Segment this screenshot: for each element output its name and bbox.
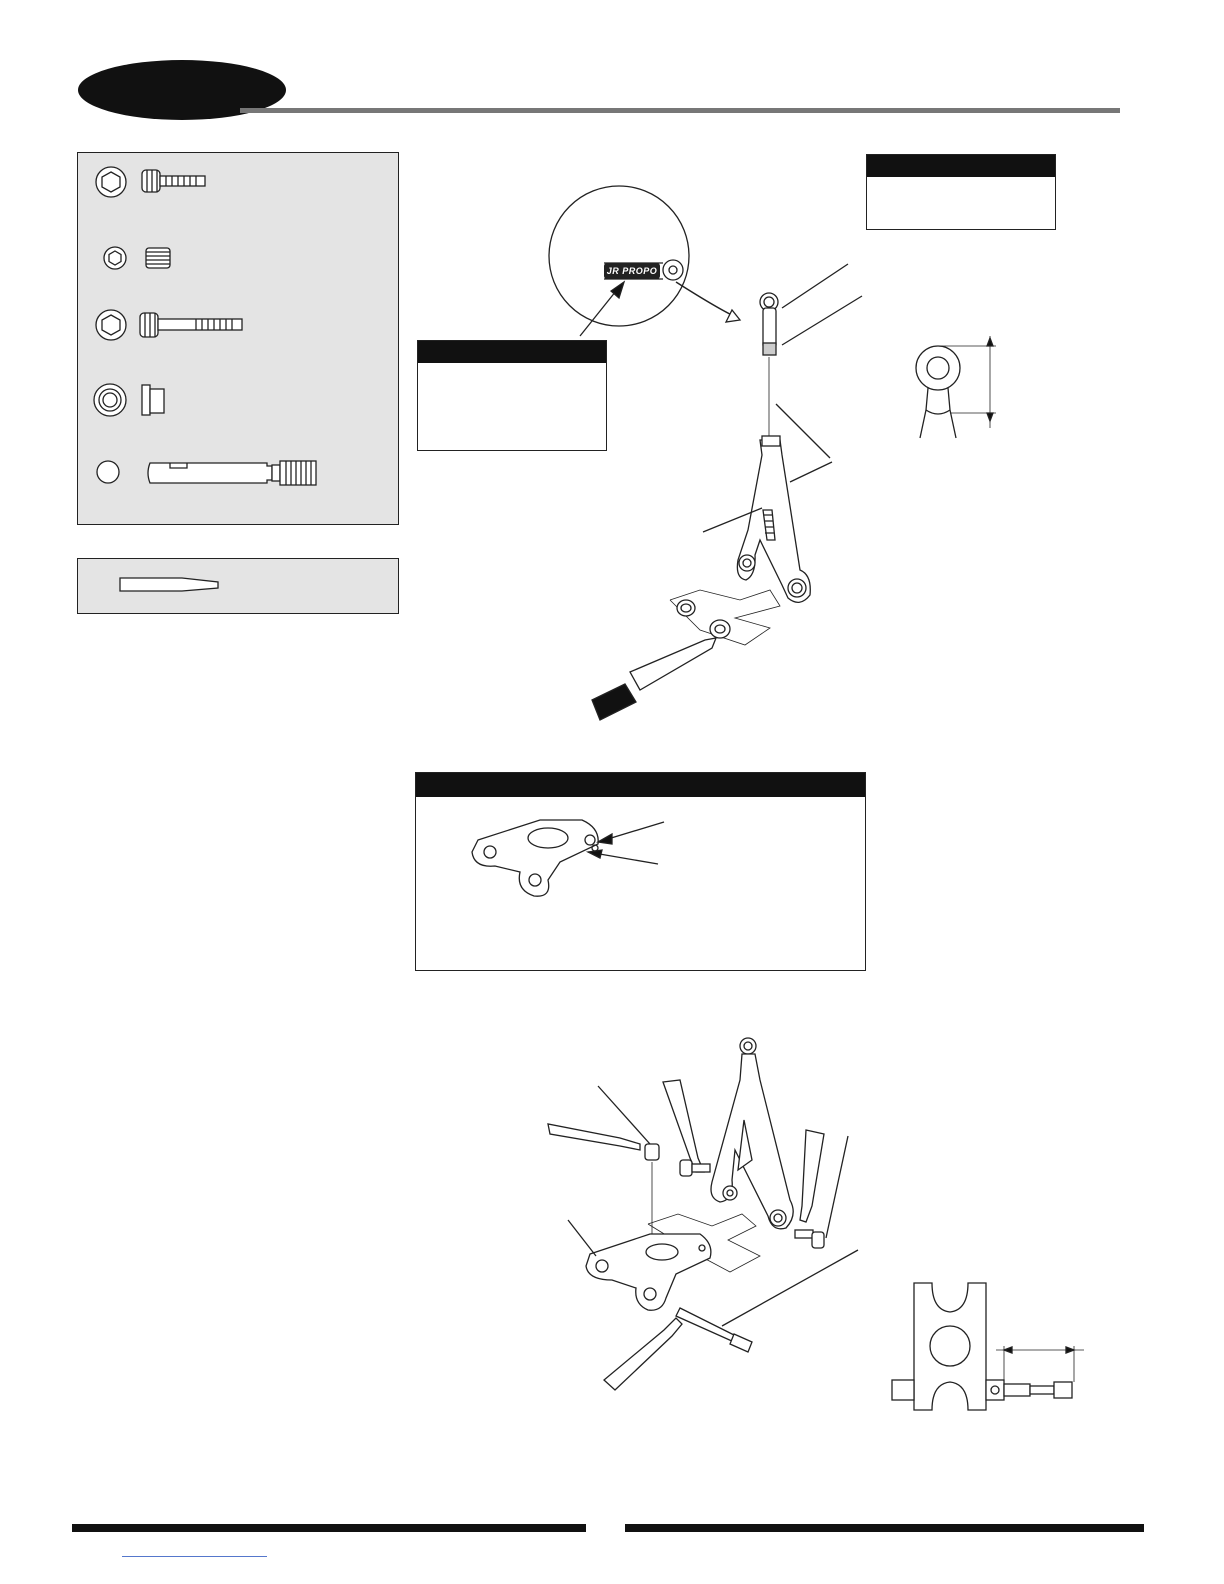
footer-rule-right <box>625 1524 1144 1532</box>
footer-rule-left <box>72 1524 586 1532</box>
logo-text: JR PROPO <box>606 266 658 276</box>
footer-link-underline[interactable] <box>122 1556 267 1557</box>
